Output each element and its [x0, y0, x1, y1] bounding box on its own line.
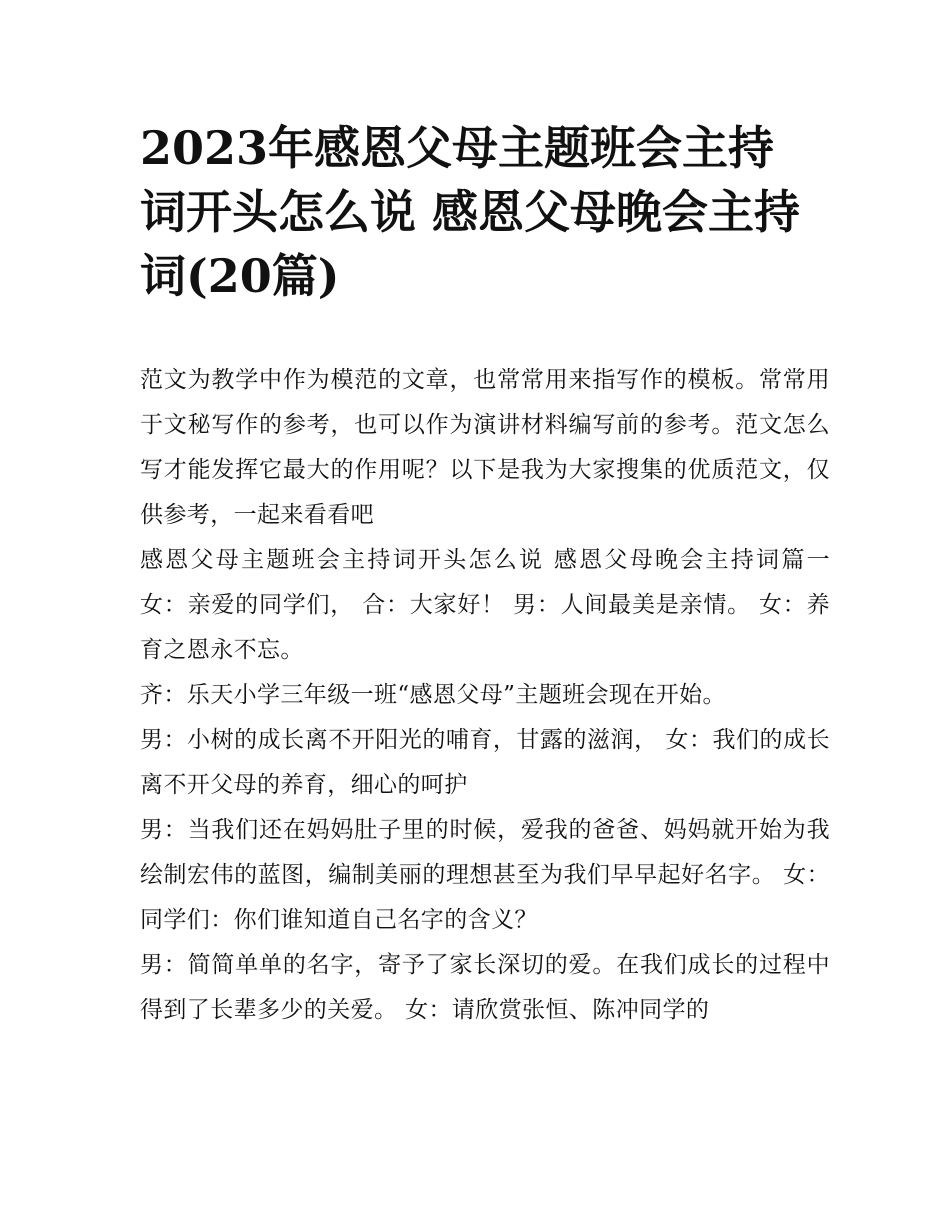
paragraph-growth: 男：小树的成长离不开阳光的哺育，甘露的滋润， 女：我们的成长离不开父母的养育，细心的呵护 [140, 727, 830, 798]
paragraph-opening: 感恩父母主题班会主持词开头怎么说 感恩父母晚会主持词篇一 女：亲爱的同学们， 合：大家好！ 男：人间最美是亲情。 女：养育之恩永不忘。 [140, 547, 830, 663]
document-title: 2023年感恩父母主题班会主持词开头怎么说 感恩父母晚会主持词(20篇) [140, 121, 801, 303]
document-body [140, 358, 830, 1033]
paragraph-together: 齐：乐天小学三年级一班“感恩父母”主题班会现在开始。 [140, 682, 726, 708]
paragraph-intro: 范文为教学中作为模范的文章，也常常用来指写作的模板。常常用于文秘写作的参考，也可以作为演讲材料编写前的参考。范文怎么写才能发挥它最大的作用呢？以下是我为大家搜集的优质范文，仅供参考，一起来看看吧 [140, 367, 830, 528]
paragraph-love: 男：简简单单的名字，寄予了家长深切的爱。在我们成长的过程中得到了长辈多少的关爱。 女：请欣赏张恒、陈冲同学的 [140, 952, 830, 1023]
paragraph-names: 男：当我们还在妈妈肚子里的时候，爱我的爸爸、妈妈就开始为我绘制宏伟的蓝图，编制美丽的理想甚至为我们早早起好名字。 女：同学们：你们谁知道自己名字的含义？ [140, 817, 830, 933]
